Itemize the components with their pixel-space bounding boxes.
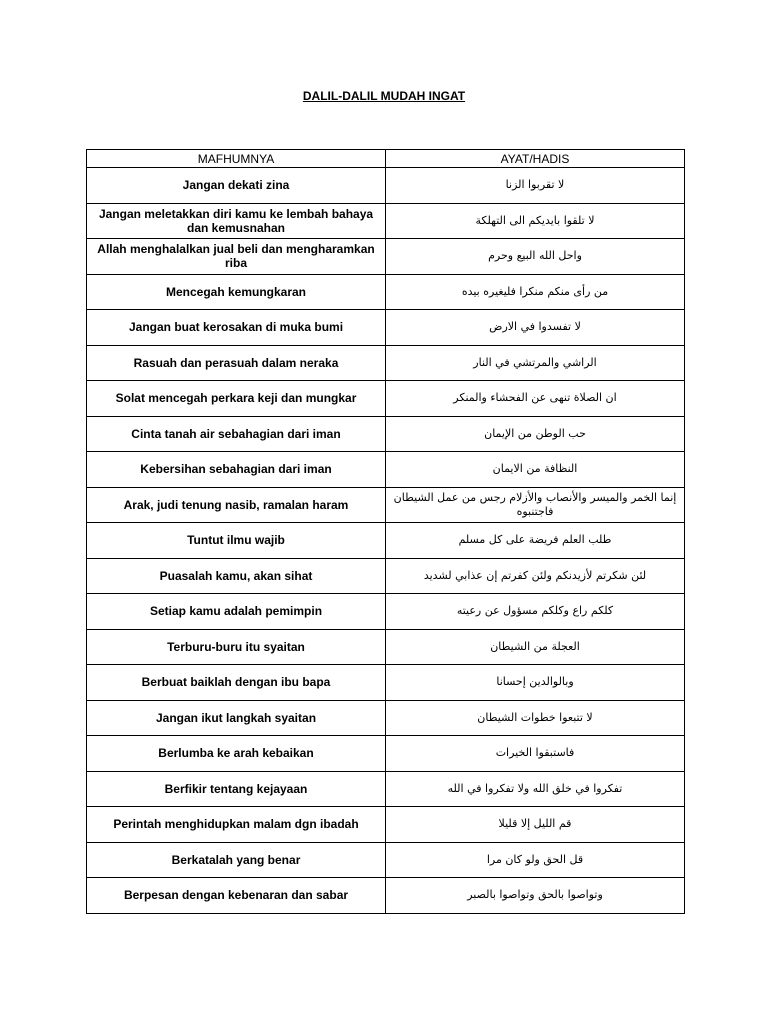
- table-row: [87, 487, 685, 523]
- mafhum-cell: Solat mencegah perkara keji dan mungkar: [87, 381, 386, 417]
- dalil-table: [86, 149, 685, 914]
- ayat-cell: حب الوطن من الإيمان: [386, 416, 685, 452]
- ayat-cell: من رأى منكم منكرا فليغيره بيده: [386, 274, 685, 310]
- mafhum-cell: Berfikir tentang kejayaan: [87, 771, 386, 807]
- table-row: [87, 771, 685, 807]
- ayat-cell: تفكروا في خلق الله ولا تفكروا في الله: [386, 771, 685, 807]
- table-row: [87, 665, 685, 701]
- table-row: [87, 452, 685, 488]
- mafhum-cell: Puasalah kamu, akan sihat: [87, 558, 386, 594]
- table-row: [87, 345, 685, 381]
- header-ayat-hadis: AYAT/HADIS: [386, 150, 685, 168]
- table-row: [87, 594, 685, 630]
- table-row: [87, 878, 685, 914]
- table-row: [87, 629, 685, 665]
- table-row: [87, 842, 685, 878]
- mafhum-cell: Cinta tanah air sebahagian dari iman: [87, 416, 386, 452]
- mafhum-cell: Allah menghalalkan jual beli dan mengharamkan riba: [87, 239, 386, 275]
- mafhum-cell: Tuntut ilmu wajib: [87, 523, 386, 559]
- ayat-cell: إنما الخمر والميسر والأنصاب والأزلام رجس من عمل الشيطان فاجتنبوه: [386, 487, 685, 523]
- ayat-cell: العجلة من الشيطان: [386, 629, 685, 665]
- ayat-cell: وتواصوا بالحق وتواصوا بالصبر: [386, 878, 685, 914]
- ayat-cell: النظافة من الايمان: [386, 452, 685, 488]
- ayat-cell: لئن شكرتم لأزيدنكم ولئن كفرتم إن عذابي لشديد: [386, 558, 685, 594]
- ayat-cell: ان الصلاة تنهى عن الفحشاء والمنكر: [386, 381, 685, 417]
- mafhum-cell: Mencegah kemungkaran: [87, 274, 386, 310]
- mafhum-cell: Jangan buat kerosakan di muka bumi: [87, 310, 386, 346]
- ayat-cell: لا تقربوا الزنا: [386, 168, 685, 204]
- mafhum-cell: Jangan dekati zina: [87, 168, 386, 204]
- mafhum-cell: Kebersihan sebahagian dari iman: [87, 452, 386, 488]
- ayat-cell: طلب العلم فريضة على كل مسلم: [386, 523, 685, 559]
- table-row: [87, 168, 685, 204]
- mafhum-cell: Berlumba ke arah kebaikan: [87, 736, 386, 772]
- ayat-cell: واحل الله البيع وحرم: [386, 239, 685, 275]
- mafhum-cell: Jangan meletakkan diri kamu ke lembah bahaya dan kemusnahan: [87, 203, 386, 239]
- ayat-cell: لا تتبعوا خطوات الشيطان: [386, 700, 685, 736]
- table-row: [87, 416, 685, 452]
- table-header-row: [87, 150, 685, 168]
- table-row: [87, 203, 685, 239]
- ayat-cell: فاستبقوا الخيرات: [386, 736, 685, 772]
- mafhum-cell: Berbuat baiklah dengan ibu bapa: [87, 665, 386, 701]
- ayat-cell: لا تلقوا بايديكم الى التهلكة: [386, 203, 685, 239]
- mafhum-cell: Rasuah dan perasuah dalam neraka: [87, 345, 386, 381]
- mafhum-cell: Perintah menghidupkan malam dgn ibadah: [87, 807, 386, 843]
- ayat-cell: قم الليل إلا قليلا: [386, 807, 685, 843]
- ayat-cell: كلكم راع وكلكم مسؤول عن رعيته: [386, 594, 685, 630]
- mafhum-cell: Berpesan dengan kebenaran dan sabar: [87, 878, 386, 914]
- ayat-cell: وبالوالدين إحسانا: [386, 665, 685, 701]
- mafhum-cell: Berkatalah yang benar: [87, 842, 386, 878]
- table-row: [87, 736, 685, 772]
- mafhum-cell: Terburu-buru itu syaitan: [87, 629, 386, 665]
- table-row: [87, 523, 685, 559]
- table-row: [87, 239, 685, 275]
- mafhum-cell: Arak, judi tenung nasib, ramalan haram: [87, 487, 386, 523]
- table-row: [87, 700, 685, 736]
- mafhum-cell: Jangan ikut langkah syaitan: [87, 700, 386, 736]
- ayat-cell: قل الحق ولو كان مرا: [386, 842, 685, 878]
- header-mafhumnya: MAFHUMNYA: [87, 150, 386, 168]
- table-row: [87, 558, 685, 594]
- table-row: [87, 274, 685, 310]
- document-title-text: DALIL-DALIL MUDAH INGAT: [302, 89, 466, 103]
- table-row: [87, 310, 685, 346]
- mafhum-cell: Setiap kamu adalah pemimpin: [87, 594, 386, 630]
- table-row: [87, 807, 685, 843]
- table-row: [87, 381, 685, 417]
- document-title: [0, 89, 768, 104]
- ayat-cell: لا تفسدوا في الارض: [386, 310, 685, 346]
- ayat-cell: الراشي والمرتشي في النار: [386, 345, 685, 381]
